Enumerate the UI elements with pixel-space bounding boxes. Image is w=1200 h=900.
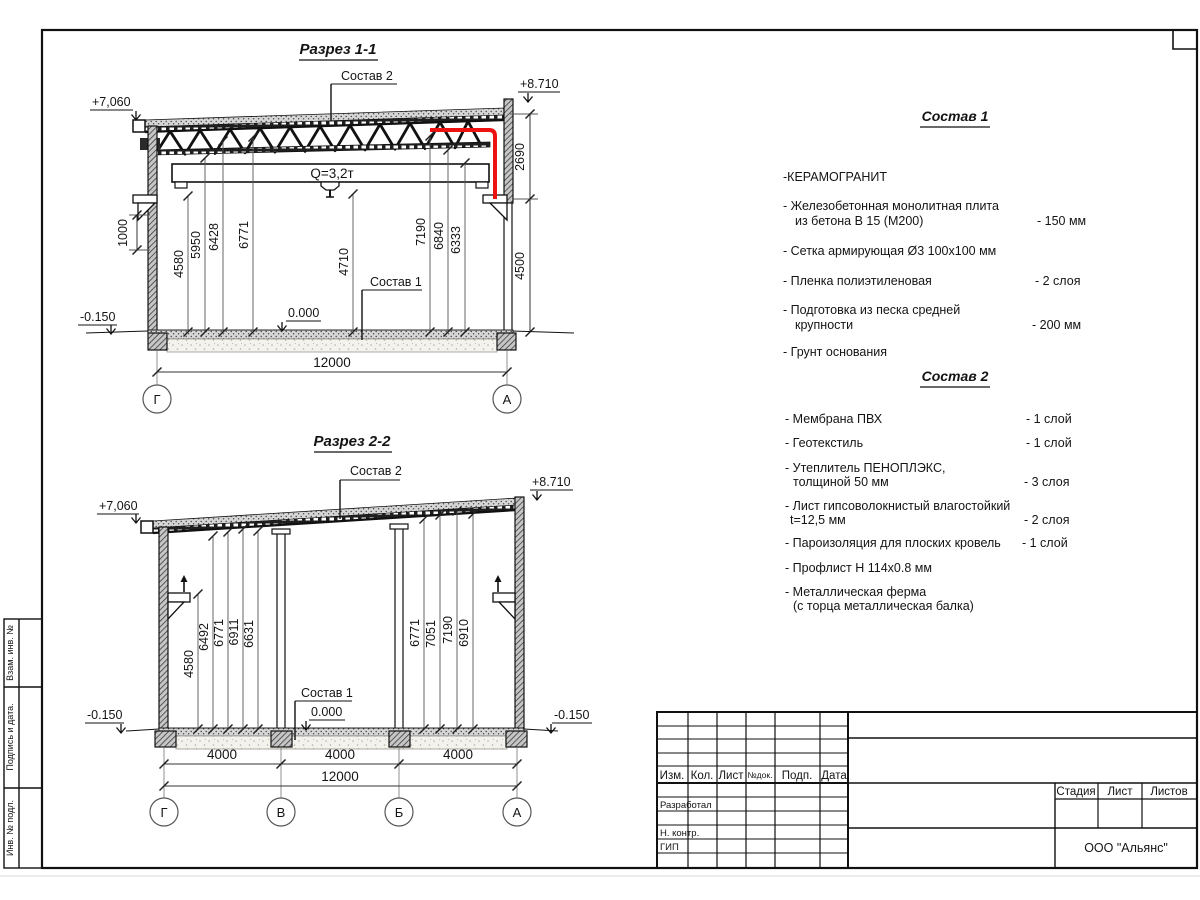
section1-floor bbox=[86, 330, 574, 352]
anchor-arrow-left bbox=[181, 575, 188, 592]
svg-text:- Пароизоляция для плоских кро: - Пароизоляция для плоских кровель bbox=[785, 536, 1001, 550]
svg-text:4000: 4000 bbox=[324, 747, 356, 762]
tb-stage: Стадия bbox=[1056, 786, 1096, 798]
section1-axis-bubbles bbox=[143, 385, 521, 413]
section2-axis-dims bbox=[160, 747, 522, 798]
axis2-bubble-a: А bbox=[512, 805, 522, 820]
section1-dims-right-side bbox=[510, 110, 538, 337]
svg-text:2690: 2690 bbox=[513, 143, 527, 171]
svg-text:- 200 мм: - 200 мм bbox=[1032, 318, 1082, 332]
dim2-7190: 7190 bbox=[441, 616, 455, 644]
svg-text:- 2 слоя: - 2 слоя bbox=[1024, 513, 1070, 527]
svg-text:12000: 12000 bbox=[313, 355, 351, 370]
section2-title: Разрез 2-2 bbox=[313, 433, 391, 450]
dim2-6910: 6910 bbox=[457, 619, 471, 647]
section-1-1 bbox=[78, 41, 574, 413]
tb-col-izm: Изм. bbox=[659, 770, 685, 782]
svg-text:толщиной 50 мм: толщиной 50 мм bbox=[793, 475, 889, 489]
svg-text:(с торца металлическая балка): (с торца металлическая балка) bbox=[793, 599, 974, 613]
tb-row-ncontrol: Н. контр. bbox=[660, 828, 700, 839]
svg-text:0.000: 0.000 bbox=[288, 306, 320, 320]
svg-text:- Подготовка из песка средней: - Подготовка из песка средней bbox=[783, 303, 961, 317]
title-block bbox=[657, 712, 1197, 868]
svg-text:4000: 4000 bbox=[442, 747, 474, 762]
tb-col-kol: Кол. bbox=[690, 770, 714, 782]
section2-roof bbox=[141, 498, 517, 533]
svg-text:Состав 2: Состав 2 bbox=[350, 464, 402, 478]
svg-text:Состав 1: Состав 1 bbox=[301, 686, 353, 700]
svg-text:0.000: 0.000 bbox=[311, 705, 343, 719]
dim2-6771R: 6771 bbox=[408, 619, 422, 647]
svg-text:12000: 12000 bbox=[321, 769, 359, 784]
dim2-6631: 6631 bbox=[242, 620, 256, 648]
comp2-title: Состав 2 bbox=[921, 368, 989, 384]
tb-sheet: Лист bbox=[1107, 786, 1133, 798]
svg-text:4000: 4000 bbox=[206, 747, 238, 762]
dim-6771: 6771 bbox=[237, 221, 251, 249]
tb-col-podp: Подп. bbox=[781, 770, 813, 782]
svg-text:крупности: крупности bbox=[795, 318, 854, 332]
section1-brackets bbox=[133, 195, 507, 220]
dim2-4580: 4580 bbox=[182, 650, 196, 678]
footing-right bbox=[497, 333, 516, 350]
tb-sheets: Листов bbox=[1150, 786, 1188, 798]
svg-text:4500: 4500 bbox=[513, 252, 527, 280]
footing-left bbox=[148, 333, 167, 350]
dim2-7051: 7051 bbox=[424, 620, 438, 648]
svg-text:из бетона В 15 (М200): из бетона В 15 (М200) bbox=[795, 214, 924, 228]
svg-text:- 1 слой: - 1 слой bbox=[1026, 436, 1072, 450]
tb-col-list: Лист bbox=[718, 770, 744, 782]
axis2-bubble-b: Б bbox=[394, 805, 404, 820]
dim-6840: 6840 bbox=[432, 222, 446, 250]
svg-text:- 1 слой: - 1 слой bbox=[1022, 536, 1068, 550]
section-2-2 bbox=[85, 433, 592, 826]
crane-hook bbox=[321, 182, 339, 190]
dim-7190: 7190 bbox=[414, 218, 428, 246]
section1-dim-1000 bbox=[116, 211, 150, 255]
svg-text:- Грунт основания: - Грунт основания bbox=[783, 345, 888, 359]
svg-text:1000: 1000 bbox=[116, 219, 130, 247]
svg-text:-КЕРАМОГРАНИТ: -КЕРАМОГРАНИТ bbox=[783, 170, 888, 184]
svg-text:+7,060: +7,060 bbox=[99, 499, 138, 513]
tb-company: ООО "Альянс" bbox=[1084, 841, 1168, 855]
dim-5950: 5950 bbox=[189, 231, 203, 259]
svg-text:+7,060: +7,060 bbox=[92, 95, 131, 109]
corner-box bbox=[1173, 30, 1197, 49]
svg-text:Состав 2: Состав 2 bbox=[341, 69, 393, 83]
svg-text:- 2 слоя: - 2 слоя bbox=[1035, 274, 1081, 288]
dim-6333: 6333 bbox=[449, 226, 463, 254]
tb-row-developed: Разработал bbox=[660, 800, 712, 811]
axis-bubble-a: А bbox=[502, 392, 512, 407]
svg-text:- 3 слоя: - 3 слоя bbox=[1024, 475, 1070, 489]
svg-text:- Геотекстиль: - Геотекстиль bbox=[785, 436, 864, 450]
section2-axis-bubbles bbox=[150, 798, 531, 826]
dim2-6492: 6492 bbox=[197, 623, 211, 651]
section2-brackets bbox=[168, 593, 515, 619]
side-strip bbox=[4, 619, 42, 868]
svg-text:- Сетка армирующая Ø3 100х100: - Сетка армирующая Ø3 100х100 мм bbox=[783, 244, 997, 258]
tb-row-gip: ГИП bbox=[660, 842, 679, 853]
strip-label-podpis: Подпись и дата. bbox=[5, 703, 15, 771]
anchor-arrow-right bbox=[495, 575, 502, 592]
axis2-bubble-v: В bbox=[276, 805, 286, 820]
tb-col-data: Дата bbox=[821, 770, 847, 782]
column-b bbox=[395, 528, 403, 729]
dim-6428: 6428 bbox=[207, 223, 221, 251]
svg-text:-0.150: -0.150 bbox=[87, 708, 123, 722]
column-v bbox=[277, 533, 285, 729]
svg-text:Состав 1: Состав 1 bbox=[370, 275, 422, 289]
svg-text:- 150 мм: - 150 мм bbox=[1037, 214, 1087, 228]
section1-leaders bbox=[331, 69, 422, 340]
section1-axis-dim bbox=[153, 350, 512, 385]
svg-text:- Утеплитель ПЕНОПЛЭКС,: - Утеплитель ПЕНОПЛЭКС, bbox=[785, 461, 946, 475]
svg-text:+8.710: +8.710 bbox=[532, 475, 571, 489]
svg-text:-0.150: -0.150 bbox=[80, 310, 116, 324]
dim2-6911: 6911 bbox=[227, 618, 241, 646]
composition-1 bbox=[783, 108, 1086, 359]
dim2-6771L: 6771 bbox=[212, 619, 226, 647]
section2-floor bbox=[126, 728, 558, 749]
svg-text:- Железобетонная монолитная п: - Железобетонная монолитная плита bbox=[783, 199, 999, 213]
svg-text:- 1 слой: - 1 слой bbox=[1026, 412, 1072, 426]
svg-text:- Металлическая ферма: - Металлическая ферма bbox=[785, 585, 927, 599]
svg-text:- Пленка полиэтиленовая: - Пленка полиэтиленовая bbox=[783, 274, 932, 288]
axis-bubble-g: Г bbox=[153, 392, 161, 407]
comp1-title: Состав 1 bbox=[921, 108, 989, 124]
crane-capacity-label: Q=3,2т bbox=[310, 166, 354, 181]
svg-text:-0.150: -0.150 bbox=[554, 708, 590, 722]
svg-text:- Лист гипсоволокнистый влагос: - Лист гипсоволокнистый влагостойкий bbox=[785, 499, 1011, 513]
svg-text:- Мембрана ПВХ: - Мембрана ПВХ bbox=[785, 412, 883, 426]
svg-text:- Профлист Н 114х0.8 мм: - Профлист Н 114х0.8 мм bbox=[785, 561, 932, 575]
strip-label-inv: Инв. № подл. bbox=[5, 799, 15, 857]
axis2-bubble-g: Г bbox=[160, 805, 168, 820]
svg-text:+8.710: +8.710 bbox=[520, 77, 559, 91]
strip-label-vzam: Взам. инв. № bbox=[5, 625, 15, 681]
svg-text:t=12,5 мм: t=12,5 мм bbox=[790, 513, 846, 527]
tb-col-ndok: №док. bbox=[747, 770, 773, 780]
dim-4710: 4710 bbox=[337, 248, 351, 276]
composition-2 bbox=[785, 368, 1072, 613]
section2-leaders bbox=[295, 464, 402, 740]
dim-4580: 4580 bbox=[172, 250, 186, 278]
section1-title: Разрез 1-1 bbox=[299, 41, 377, 58]
